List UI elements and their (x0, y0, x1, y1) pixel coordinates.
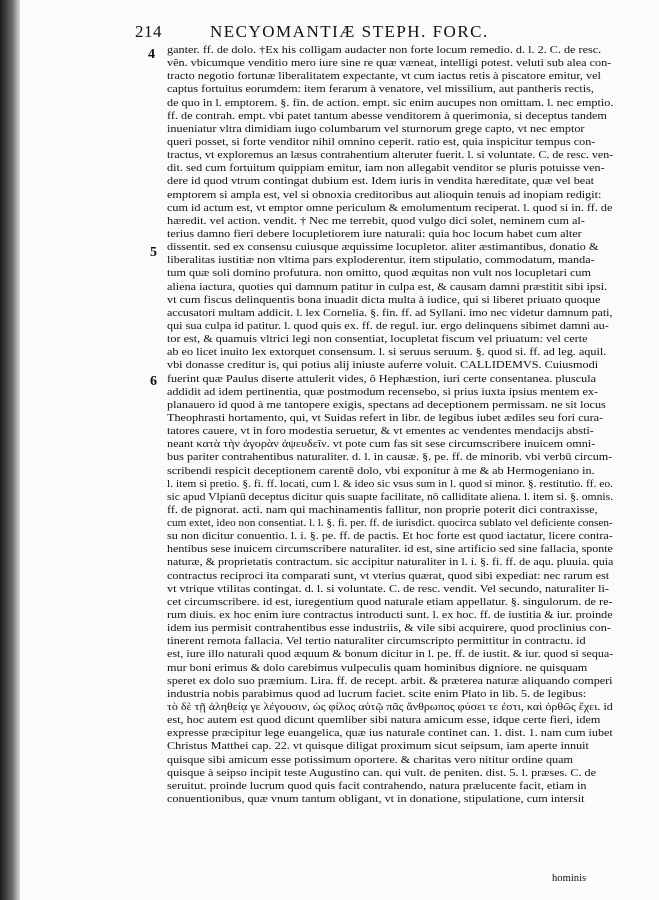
text-line: quisque à seipso incipit teste Augustino can. qui vult. de peniten. dist. 5. l. præses. C. de (167, 767, 597, 779)
text-line: vẽn. vbicumque venditio mero iure sine re quæ væneat, intelligi potest. veluti sub alea con- (167, 58, 612, 70)
text-line: Theophrasti hortamento, qui, vt Suidas refert in libr. de legibus iubet ædiles seu fori cura- (167, 412, 604, 424)
text-line: dissentit. sed ex consensu cuiusque æquissime locupletor. aliter æstimantibus, donatio & (167, 242, 599, 254)
text-line: ganter. ff. de dolo. †Ex his colligam audacter non forte locum remedio. d. l. 2. C. de resc. (167, 45, 602, 56)
text-line: speret ex dolo suo præmium. Lira. ff. de recept. arbit. & præterea naturæ aliquando comperi (167, 675, 613, 687)
text-line: terius damno fieri debere locupletiorem iure naturali: quia hoc locum habet cum alter (167, 228, 582, 240)
text-line: τὸ δὲ τῇ ἀληθείᾳ γε λέγουσιν, ὡς φίλος αὐτῷ πᾶς ἄνθρωπος φύσει τε ἐστι, καὶ ὀρθῶς ἔχει. id (167, 702, 613, 714)
text-line: liberalitas iustitiæ non vltima pars exploderentur. item stipulatio, commodatum, manda- (167, 255, 595, 267)
text-line: accusatori multam addicit. l. lex Cornelia. §. fin. ff. ad Syllani. imo nec videtur damnum pati, (167, 307, 613, 319)
text-line: cum id actum est, vt emptor omne periculum & emolumentum reciperat. l. quod si in. ff. de (167, 202, 613, 214)
text-line: aliena iactura, quoties qui damnum patitur in culpa est, & causam damni præstitit sibi ipsi. (167, 281, 608, 293)
catchword: hominis (552, 873, 587, 884)
text-line: l. item si pretio. §. fi. ff. locati, cum l. & ideo sic vsus sum in l. quod si minor. §. restitutio. ff. eo. (167, 478, 613, 490)
text-line: fuerint quæ Paulus diserte attulerit vides, ô Hephæstion, iuri certe consentanea. plusculа (167, 373, 597, 385)
running-head: NECYOMANTIÆ STEPH. FORC. (210, 22, 489, 41)
text-line: mur boni erimus & dolo carebimus vulpeculis quam hominibus digniore. ne quisquam (167, 662, 588, 674)
text-line: captus fortuitus eorumdem: item ferarum à venatore, vel missilium, aut pantheris rectis, (167, 84, 594, 96)
text-line: vt vtrique vtilitas contingat. d. l. si voluntate. C. de resc. vendit. Vel secundo, naturaliter li- (167, 583, 609, 595)
binding-gutter-shadow (0, 0, 20, 900)
text-line: tractus, vt exploremus an læsus contrahentium alteruter fuerit. l. si voluntate. C. de resc. ven- (167, 150, 613, 162)
text-line: industria nobis parabimus quod ad lucrum faciet. scite enim Plato in lib. 5. de legibus: (167, 688, 587, 700)
text-line: hentibus sese inuicem circumscribere naturaliter. id est, sine artificio sed sine fallacia, sponte (167, 544, 613, 556)
text-line: scribendi respicit deceptionem carentē dolo, vbi exponitur à me & ab Hermogeniano in. (167, 465, 595, 477)
text-line: addidit ad idem pertinentia, quæ postmodum recensebo, si prius iuxta ipsius mentem ex- (167, 386, 599, 398)
text-line: rum diuis. ex hoc enim iure contractus introducti sunt. l. ex hoc. ff. de iustitia & iur. proinde (167, 610, 613, 622)
text-line: dere id quod vtrum contingat dubium est. Idem iuris in vendita hæreditate, quæ vel beat (167, 176, 594, 188)
text-line: contractus reciproci ita comparati sunt, vt vterius quærat, quod sibi expediat: nec rarum est (167, 570, 610, 582)
text-line: idem ius permisit contrahentibus esse industriis, & vile sibi acquirere, quod proclinius con- (167, 623, 611, 635)
text-line: seruitut. proinde lucrum quod quis facit contrahendo, natura prælucente facit, etiam in (167, 780, 587, 792)
text-line: dit. sed cum fortuitum quippiam emitur, iam non allegabit venditor se pluris potuisse ven- (167, 163, 605, 175)
page-number: 214 (135, 22, 162, 41)
text-line: qui sua culpa id patitur. l. quod quis ex. ff. de regul. iur. ergo delinquens sibimet damni au- (167, 320, 609, 332)
text-line: cet circumscribere. id est, iuregentium quod naturale etiam appellatur. §. singulorum. de re- (167, 596, 613, 608)
text-line: bus pariter contrahentibus naturaliter. d. l. in causæ. §. pe. ff. de minorib. vbi verbū circum- (167, 452, 613, 464)
text-line: neant κατὰ τὴν ἀγορὰν ἀψευδεῖν. vt pote cum fas sit sese circumscribere inuicem omni- (167, 439, 596, 451)
text-line: queri posset, si forte venditor nihil omnino ceperit. ratio est, quia inspicitur tempus con- (167, 136, 596, 148)
text-line: hæredit. vel action. vendit. † Nec me terrebit, quod vulgo dici solet, neminem cum al- (167, 215, 585, 227)
text-line: su non dicitur conuentio. l. i. §. pe. ff. de pactis. Et hoc forte est quod iactatur, licere contra- (167, 531, 613, 543)
text-line: conuentionibus, quæ vnum tantum obligant, vt in donatione, stipulatione, cum intersit (167, 794, 585, 806)
margin-number-5: 5 (150, 245, 157, 260)
text-line: ff. de contrah. empt. vbi patet tantum abesse venditorem à querimonia, si deceptus tandem (167, 110, 607, 122)
text-line: quisque sibi amicum esse potissimum oportere. & charitas vero nititur ordine quam (167, 754, 574, 766)
text-line: ab eo licet inuito lex extorquet consensum. l. si seruus seruum. §. quod si. ff. ad leg. aquil. (167, 347, 607, 359)
text-line: tracto negotio fortunæ liberalitatem expectante, vt cum iactus retis à piscatore emitur, vel (167, 71, 601, 83)
text-line: est, hoc autem est quod dicunt quemliber sibi natura amicum esse, idque certe fieri, idem (167, 715, 601, 727)
text-line: cum extet, ideo non consentiat. l. l. §. fi. per. ff. de iurisdict. quocirca sublato vel deficiente consen- (167, 518, 613, 530)
body-text (167, 44, 613, 806)
margin-number-4: 4 (148, 47, 155, 62)
text-line: naturæ, & proprietatis contractum. sic accipitur naturaliter in l. i. §. fi. ff. de aqu. pluuia. quia (167, 557, 613, 569)
text-line: Christus Matthei cap. 22. vt quisque diligat proximum sicut seipsum, iam aperte innuit (167, 741, 589, 753)
text-line: tinerent remota fallacia. Vel tertio naturaliter circumscripto permittitur in contractu. id (167, 636, 586, 648)
text-line: tatores cauere, vt in foro modestia seruetur, & vt ementes ac vendentes mendacijs absti- (167, 426, 594, 438)
text-line: emptorem si ampla est, vel si obnoxia creditoribus aut alioquin tenuis ad inopiam redigit: (167, 189, 602, 201)
text-line: est, iure illo naturali quod æquum & bonum dicitur in l. pe. ff. de iustit. & iur. quod si sequa- (167, 649, 613, 661)
text-line: expresse præcipitur lege euangelica, quæ ius naturale continet can. 1. dist. 1. nam cum iubet (167, 728, 613, 740)
text-line: de quo in l. emptorem. §. fin. de action. empt. sic enim aucupes non omittam. l. nec emptio. (167, 97, 613, 109)
text-line: inueniatur vltra dimidiam iugo columbarum vel sturnorum grege capto, vt nec emptor (167, 123, 585, 135)
text-line: sic apud Vlpianū deceptus dicitur quis suapte facilitate, nō calliditate aliena. l. item si. §. omnis. (167, 491, 613, 503)
margin-number-6: 6 (150, 374, 157, 389)
text-line: ff. de pignorat. acti. nam qui machinamentis fallitur, non proprie poterit dici contraxisse, (167, 504, 598, 516)
text-line: vt cum fiscus delinquentis bona inuadit dicta multa à iudice, qui si liberet priuato quoque (167, 294, 601, 306)
text-line: vbi donasse creditur is, qui potius alij iniuste auferre voluit. CALLIDEMVS. Cuiusmodi (167, 360, 599, 372)
text-line: tum quæ soli domino profutura. non omitto, quod æquitas non vult nos locupletari cum (167, 268, 592, 280)
text-line: planauero id quod à me tantopere exigis, spectans ad deceptionem permissam. ne sit locus (167, 399, 606, 411)
text-line: tor est, & quamuis vltrici legi non consentiat, locupletat fiscum vel priuatum: vel certe (167, 334, 588, 346)
